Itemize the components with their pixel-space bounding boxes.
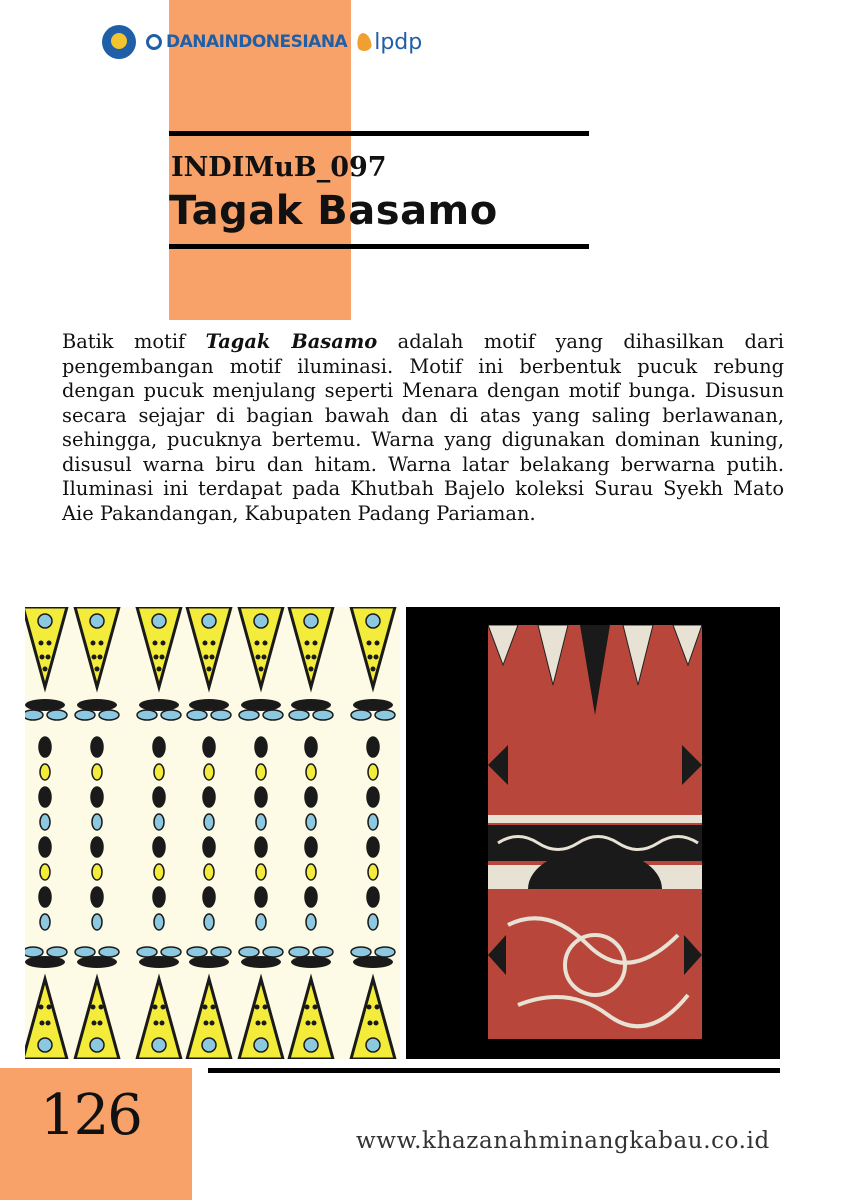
motif-title: Tagak Basamo [169,188,498,234]
title-top-rule [169,131,589,136]
manuscript-page [488,625,702,1039]
description-prefix: Batik motif [62,330,206,353]
manuscript-photo [406,607,780,1059]
lpdp-logo-text: lpdp [374,29,423,55]
description-emphasis: Tagak Basamo [205,330,378,353]
description-paragraph [62,330,784,526]
lpdp-flame-icon [356,32,373,52]
dana-indonesiana-logo [146,32,347,52]
footer-rule [208,1068,780,1073]
batik-motif-image [25,607,400,1059]
lpdp-logo [357,30,422,55]
manuscript-illumination [488,625,702,1039]
kemdikbud-logo-icon [102,25,136,59]
batik-motif-illustration [25,607,400,1059]
description-rest: adalah motif yang dihasilkan dari pengembangan motif iluminasi. Motif ini berbentuk pucuk rebung dengan pucuk menjulang seperti Menara dengan motif bunga. Disusun secara sejajar di bagian bawah dan di atas yang saling berlawanan, sehingga, pucuknya bertemu. Warna yang digunakan dominan kuning, disusul warna biru dan hitam. Warna latar belakang berwarna putih. Iluminasi ini terdapat pada Khutbah Bajelo koleksi Surau Syekh Mato Aie Pakandangan, Kabupaten Padang Pariaman. [62,330,784,525]
dana-ring-icon [146,34,162,50]
title-bottom-rule [169,244,589,249]
dana-logo-text: DANAINDONESIANA [166,32,348,52]
motif-code: INDIMuB_097 [171,152,387,183]
website-url: www.khazanahminangkabau.co.id [356,1128,770,1154]
page-number: 126 [40,1083,141,1148]
sponsor-logos [102,22,422,62]
